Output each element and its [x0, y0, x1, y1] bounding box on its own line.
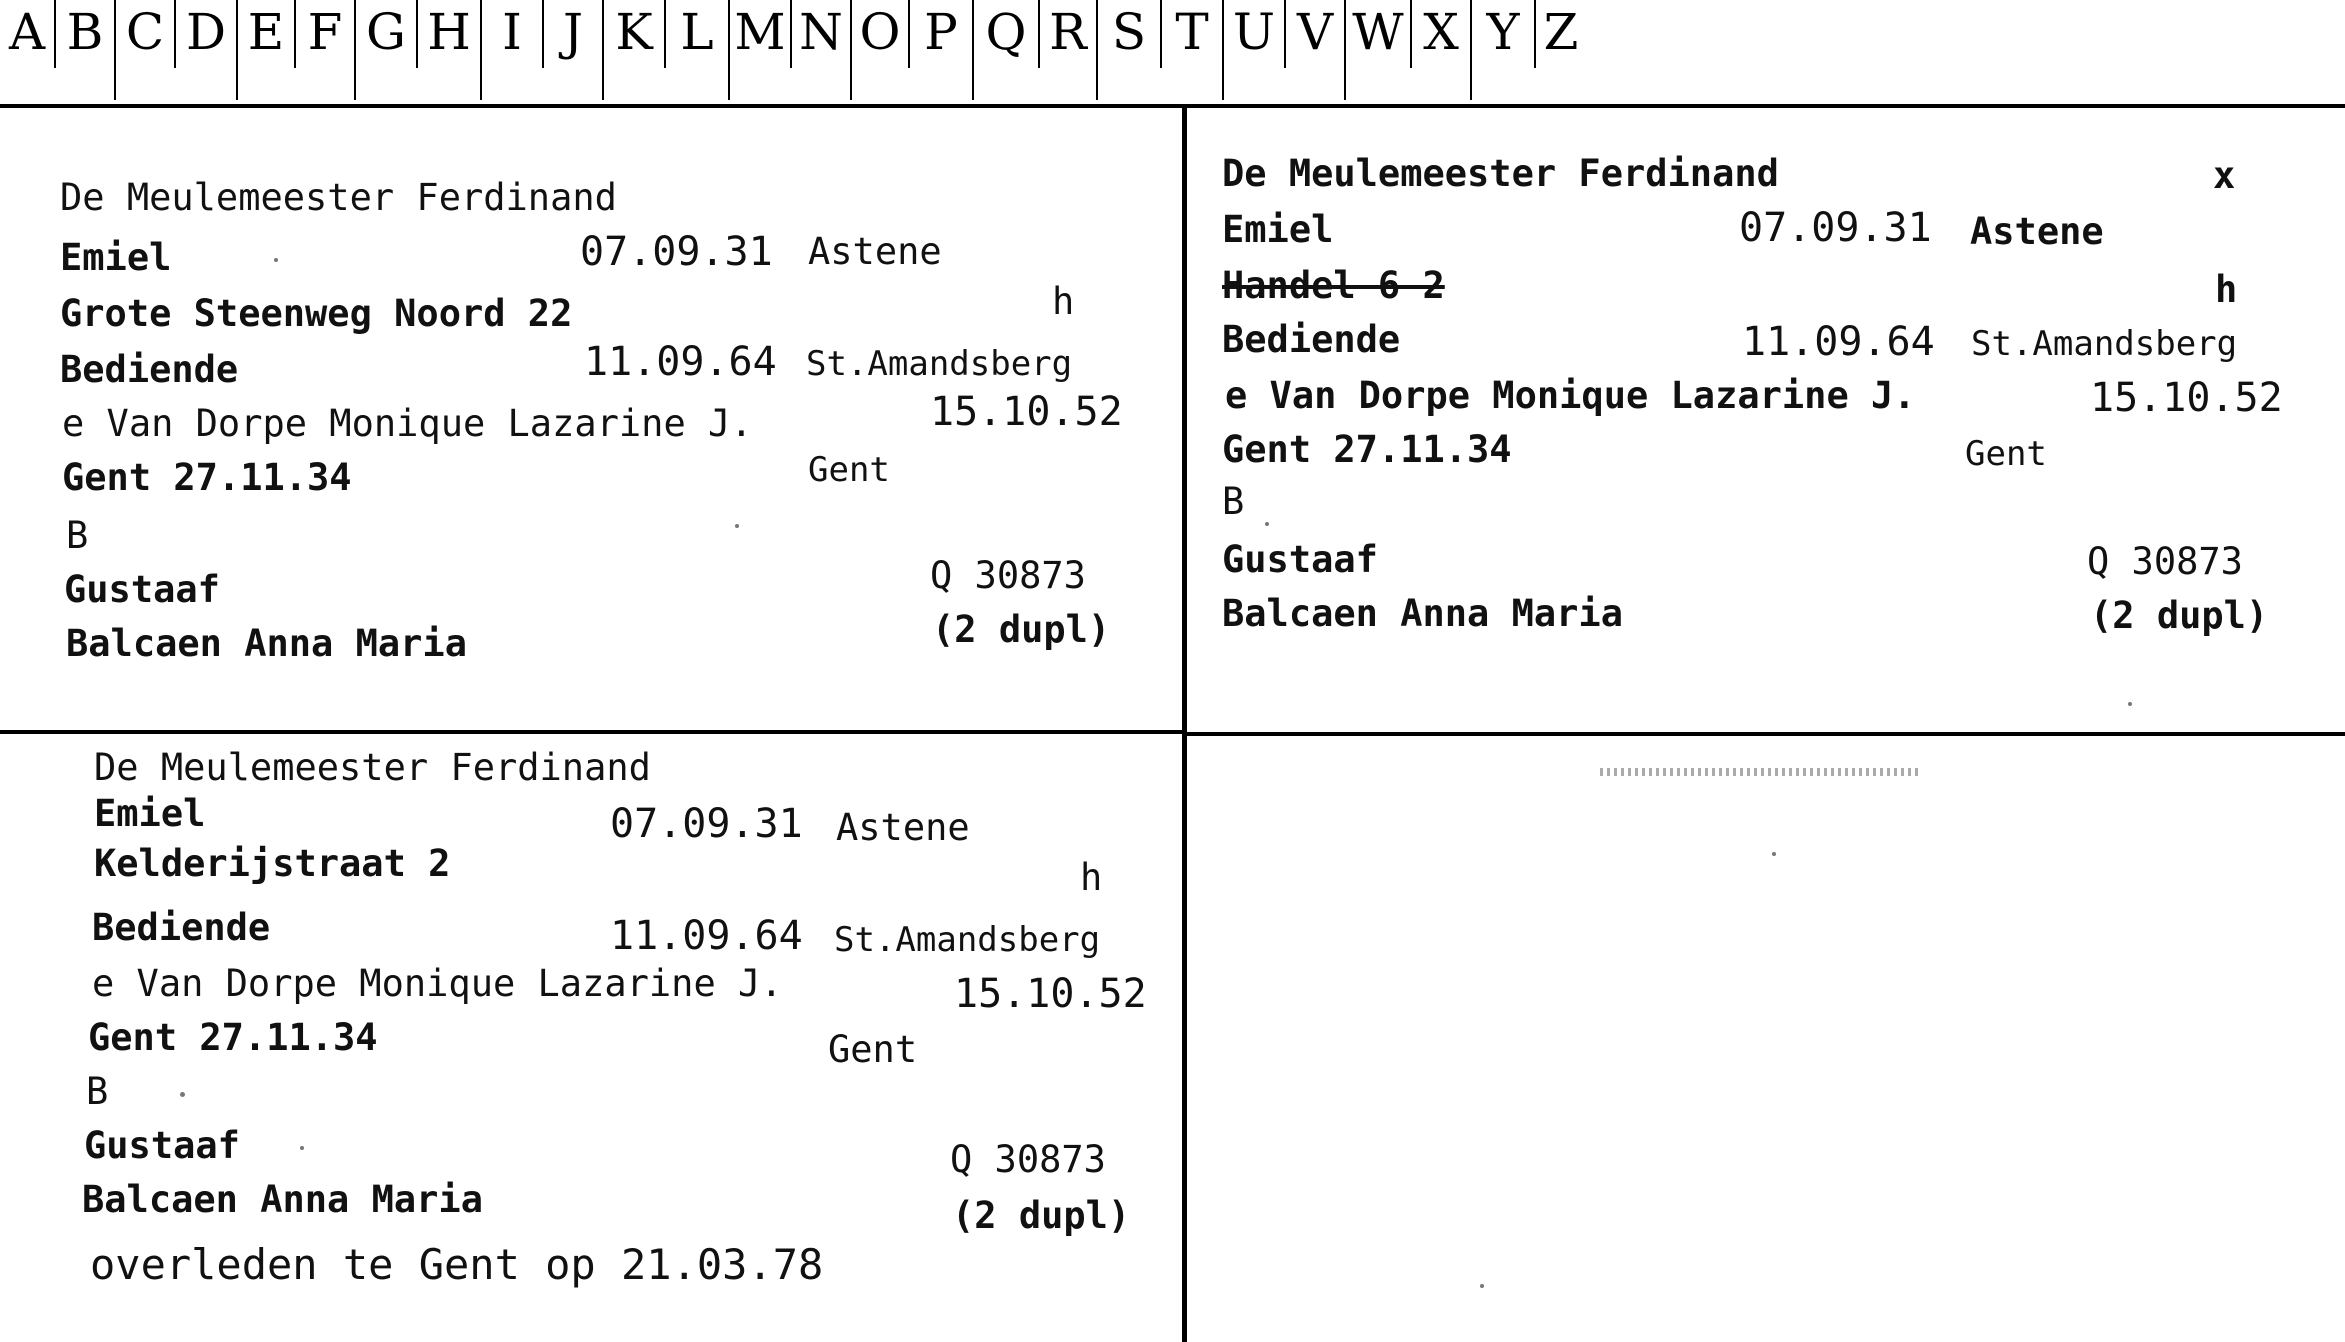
firstname: Emiel — [1222, 208, 1334, 251]
record-card-3 — [0, 734, 1182, 1342]
father-name: Gustaaf — [84, 1124, 240, 1167]
birth-date: 07.09.31 — [610, 801, 803, 847]
index-letter-n: N — [799, 3, 843, 61]
occupation: Bediende — [1222, 318, 1401, 361]
marriage-place: Gent — [808, 450, 890, 490]
index-letter-y: Y — [1486, 3, 1520, 61]
index-letter-q: Q — [985, 3, 1027, 61]
duplicate-note: (2 dupl) — [932, 608, 1111, 651]
index-letter-b: B — [66, 3, 104, 61]
scan-speck — [180, 1092, 185, 1097]
scan-smudge — [1600, 768, 1920, 776]
index-letter-s: S — [1111, 3, 1147, 61]
index-letter-p: P — [924, 3, 958, 61]
marriage-place: Gent — [828, 1028, 918, 1071]
spouse: e Van Dorpe Monique Lazarine J. — [62, 402, 753, 445]
spouse: e Van Dorpe Monique Lazarine J. — [1225, 374, 1916, 417]
spouse-birth: Gent 27.11.34 — [88, 1016, 378, 1059]
surname: De Meulemeester Ferdinand — [1222, 152, 1779, 195]
surname: De Meulemeester Ferdinand — [60, 176, 617, 219]
father-name: Gustaaf — [64, 568, 220, 611]
scan-speck — [1772, 852, 1776, 856]
spouse-birth: Gent 27.11.34 — [62, 456, 352, 499]
letter-b: B — [66, 514, 89, 557]
firstname: Emiel — [60, 236, 172, 279]
index-letter-z: Z — [1543, 3, 1579, 61]
index-letter-m: M — [734, 3, 786, 61]
index-letter-x: X — [1423, 3, 1459, 61]
firstname: Emiel — [94, 792, 206, 835]
registration-place: St.Amandsberg — [806, 344, 1073, 384]
registration-date: 11.09.64 — [610, 913, 803, 959]
birth-date: 07.09.31 — [580, 229, 773, 275]
scan-speck — [274, 258, 278, 262]
registration-date: 11.09.64 — [584, 339, 777, 385]
birth-place: Astene — [808, 230, 942, 273]
surname: De Meulemeester Ferdinand — [94, 746, 651, 789]
mark-h: h — [1080, 856, 1103, 899]
mark-h: h — [2215, 268, 2238, 311]
spouse-birth: Gent 27.11.34 — [1222, 428, 1512, 471]
duplicate-note: (2 dupl) — [2090, 594, 2269, 637]
address: Kelderijstraat 2 — [94, 842, 451, 885]
index-letter-j: J — [562, 3, 584, 61]
index-letter-t: T — [1175, 3, 1209, 61]
birth-date: 07.09.31 — [1739, 205, 1932, 251]
birth-place: Astene — [836, 806, 970, 849]
mother-name: Balcaen Anna Maria — [1222, 592, 1623, 635]
middle-rule-right — [1187, 732, 2345, 736]
alphabet-index-strip — [0, 0, 2345, 104]
scan-speck — [1480, 1284, 1484, 1288]
scan-speck — [2128, 702, 2132, 706]
registration-date: 11.09.64 — [1742, 319, 1935, 365]
index-letter-c: C — [125, 3, 165, 61]
father-name: Gustaaf — [1222, 538, 1378, 581]
scan-speck — [735, 524, 739, 528]
reference-number: Q 30873 — [930, 554, 1086, 597]
reference-number: Q 30873 — [950, 1138, 1106, 1181]
registration-place: St.Amandsberg — [834, 920, 1101, 960]
address: Grote Steenweg Noord 22 — [60, 292, 573, 335]
duplect-note: (2 dupl) — [952, 1194, 1131, 1237]
index-letter-a: A — [8, 3, 46, 61]
record-card-2 — [1187, 108, 2345, 732]
marriage-date: 15.10.52 — [2090, 375, 2283, 421]
occupation: Bediende — [60, 348, 239, 391]
index-letter-l: L — [680, 3, 714, 61]
index-letter-f: F — [307, 3, 343, 61]
mother-name: Balcaen Anna Maria — [66, 622, 467, 665]
registration-place: St.Amandsberg — [1971, 324, 2238, 364]
letter-b: B — [86, 1070, 109, 1113]
marriage-place: Gent — [1965, 434, 2047, 474]
index-letter-r: R — [1049, 3, 1087, 61]
index-letter-k: K — [615, 3, 653, 61]
marriage-date: 15.10.52 — [930, 389, 1123, 435]
spouse: e Van Dorpe Monique Lazarine J. — [92, 962, 783, 1005]
index-letter-w: W — [1352, 3, 1404, 61]
x-mark: x — [2213, 154, 2236, 197]
index-letter-u: U — [1232, 3, 1276, 61]
index-letter-d: D — [185, 3, 227, 61]
scan-speck — [1265, 522, 1269, 526]
death-note: overleden te Gent op 21.03.78 — [90, 1240, 824, 1289]
mark-h: h — [1052, 280, 1075, 323]
letter-b: B — [1222, 480, 1245, 523]
struck-address: Handel 6 2 — [1222, 264, 1445, 307]
occupation: Bediende — [92, 906, 271, 949]
index-letter-v: V — [1296, 3, 1334, 61]
index-letter-g: G — [366, 3, 406, 61]
reference-number: Q 30873 — [2087, 540, 2243, 583]
record-card-1 — [0, 108, 1182, 730]
mother-name: Balcaen Anna Maria — [82, 1178, 483, 1221]
marriage-date: 15.10.52 — [954, 971, 1147, 1017]
index-letter-h: H — [427, 3, 471, 61]
index-letter-e: E — [247, 3, 285, 61]
index-letter-o: O — [859, 3, 901, 61]
birth-place: Astene — [1970, 210, 2104, 253]
scan-speck — [300, 1146, 304, 1150]
index-letter-i: I — [502, 3, 522, 61]
